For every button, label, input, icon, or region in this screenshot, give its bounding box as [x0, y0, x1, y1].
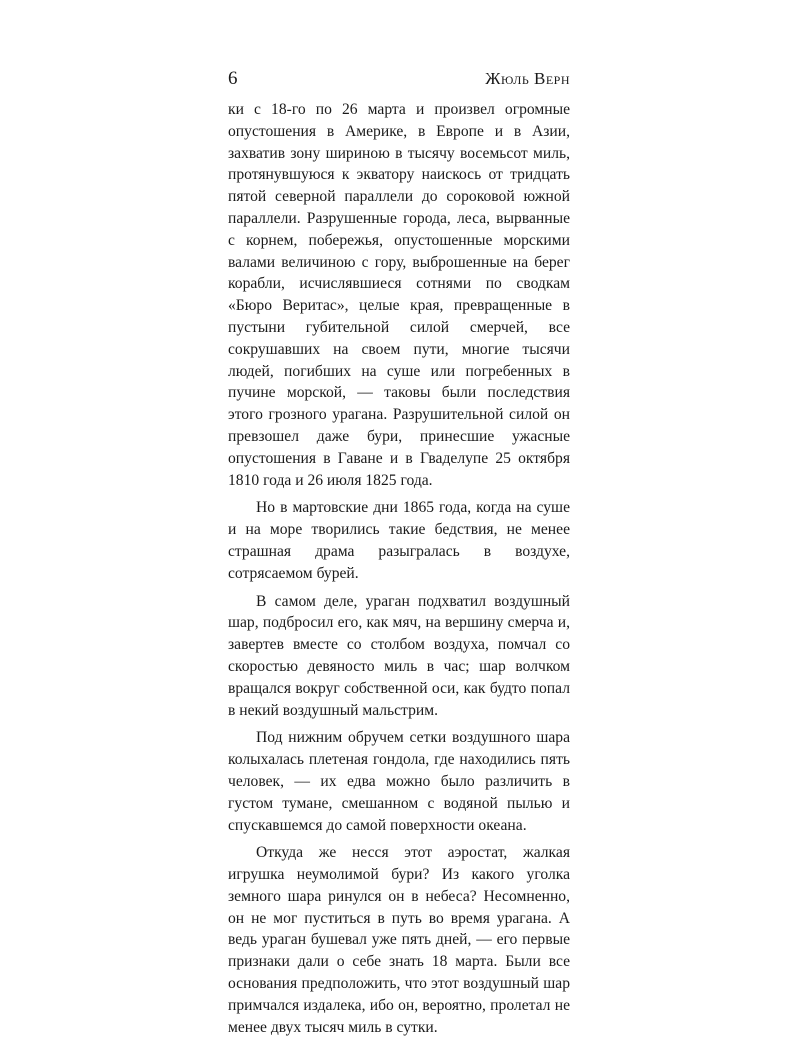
paragraph-continued: ки с 18-го по 26 марта и произвел огромные опустошения в Америке, в Европе и в Азии, захватив зону шириною в тысячу восемьсот миль, протянувшуюся к экватору наискось от тридцать пятой северной параллели до сороковой южной параллели. Разрушенные города, леса, вырванные с корнем, побережья, опустошенные морскими валами величиною с гору, выброшенные на берег корабли, исчислявшиеся сотнями по сводкам «Бюро Веритас», целые края, превращенные в пустыни губительной силой смерчей, все сокрушавших на своем пути, многие тысячи людей, погибших на суше или погребенных в пучине морской, — таковы были последствия этого грозного урагана. Разрушительной силой он превзошел даже бури, принесшие ужасные опустошения в Гаване и в Гваделупе 25 октября 1810 года и 26 июля 1825 года. — [228, 101, 570, 489]
running-head-author: Жюль Верн — [485, 69, 570, 88]
paragraph: В самом деле, ураган подхватил воздушный шар, подбросил его, как мяч, на вершину смерча и, завертев вместе со столбом воздуха, помчал со скоростью девяносто миль в час; шар волчком вращался вокруг собственной оси, как будто попал в некий воздушный мальстрим. — [228, 592, 570, 719]
page-header — [228, 68, 570, 92]
body-text — [228, 99, 570, 1038]
paragraph: Откуда же несся этот аэростат, жалкая игрушка неумолимой бури? Из какого уголка земного шара ринулся он в небеса? Несомненно, он не мог пуститься в путь во время урагана. А ведь ураган бушевал уже пять дней, — его первые признаки дали о себе знать 18 марта. Были все основания предположить, что этот воздушный шар примчался издалека, ибо он, вероятно, пролетал не менее двух тысяч миль в сутки. — [228, 844, 570, 1036]
paragraph: Но в мартовские дни 1865 года, когда на суше и на море творились такие бедствия, не менее страшная драма разыгралась в воздухе, сотрясаемом бурей. — [228, 499, 570, 582]
page-number: 6 — [228, 68, 238, 89]
paragraph: Под нижним обручем сетки воздушного шара колыхалась плетеная гондола, где находились пять человек, — их едва можно было различить в густом тумане, смешанном с водяной пылью и спускавшемся до самой поверхности океана. — [228, 729, 570, 834]
